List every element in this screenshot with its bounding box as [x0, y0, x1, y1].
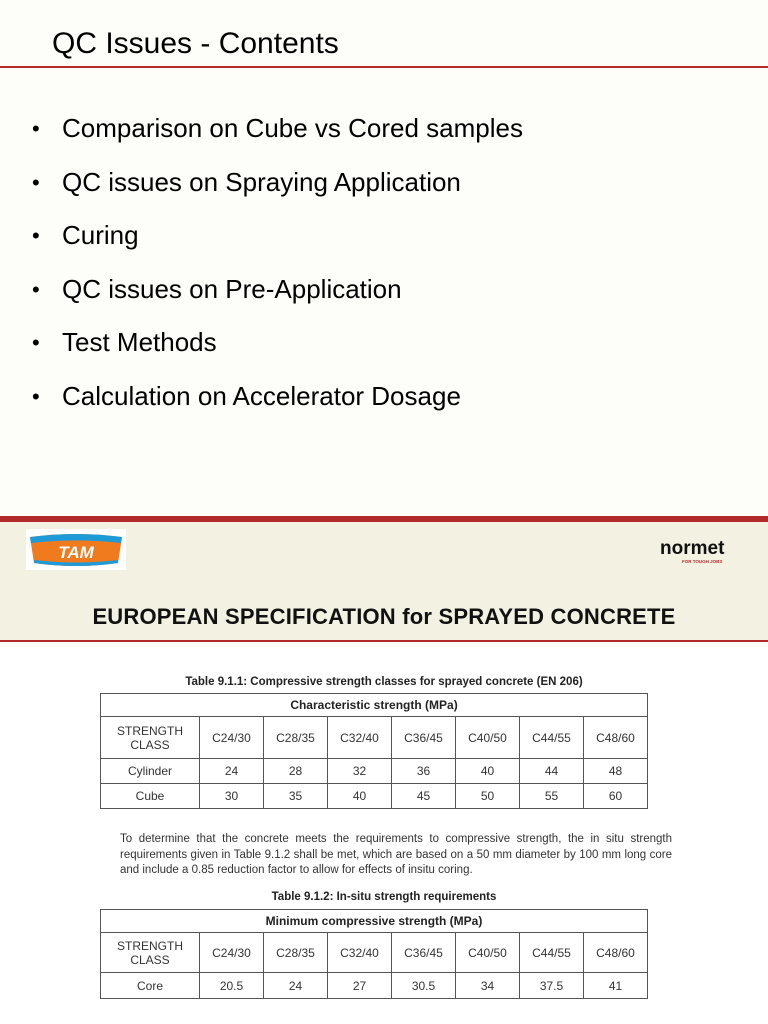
- list-item: • Calculation on Accelerator Dosage: [32, 370, 523, 424]
- svg-text:FOR TOUGH JOBS: FOR TOUGH JOBS: [682, 559, 723, 564]
- value-cell: 40: [328, 784, 392, 809]
- table-header: Minimum compressive strength (MPa): [101, 910, 648, 933]
- value-cell: 41: [584, 973, 648, 999]
- class-cell: C44/55: [520, 933, 584, 973]
- spec-title: EUROPEAN SPECIFICATION for SPRAYED CONCRETE: [92, 604, 676, 629]
- value-cell: 40: [456, 759, 520, 784]
- class-cell: C36/45: [392, 717, 456, 759]
- value-cell: 60: [584, 784, 648, 809]
- requirements-paragraph: To determine that the concrete meets the requirements to compressive strength, the in situ strength requirements given in Table 9.1.2 shall be met, which are based on a 50 mm diameter by 100 mm long core and include a 0.85 reduction factor to allow for effects of insitu coring.: [120, 833, 672, 876]
- value-cell: 20.5: [200, 973, 264, 999]
- class-cell: C32/40: [328, 933, 392, 973]
- value-cell: 28: [264, 759, 328, 784]
- value-cell: 37.5: [520, 973, 584, 999]
- table2-caption: Table 9.1.2: In-situ strength requirements: [271, 891, 497, 903]
- class-cell: C32/40: [328, 717, 392, 759]
- bullet-icon: •: [32, 169, 40, 195]
- spec-slide-header: [0, 522, 768, 640]
- bullet-icon: •: [32, 223, 40, 249]
- list-item: • Comparison on Cube vs Cored samples: [32, 102, 523, 156]
- svg-text:TAM: TAM: [58, 543, 94, 562]
- class-cell: C48/60: [584, 933, 648, 973]
- value-cell: 24: [200, 759, 264, 784]
- table-row: [101, 933, 648, 973]
- class-cell: C28/35: [264, 717, 328, 759]
- class-cell: C44/55: [520, 717, 584, 759]
- tam-logo: [26, 529, 126, 570]
- value-cell: 45: [392, 784, 456, 809]
- insitu-strength-table: [100, 909, 648, 999]
- normet-logo: [658, 536, 748, 566]
- class-cell: C24/30: [200, 717, 264, 759]
- contents-list: [32, 102, 523, 424]
- class-cell: C24/30: [200, 933, 264, 973]
- table-row: [101, 717, 648, 759]
- bullet-icon: •: [32, 330, 40, 356]
- class-cell: C48/60: [584, 717, 648, 759]
- slide-title: QC Issues - Contents: [52, 27, 339, 60]
- value-cell: 32: [328, 759, 392, 784]
- table-header: Characteristic strength (MPa): [101, 694, 648, 717]
- bullet-icon: •: [32, 116, 40, 141]
- strength-classes-table: [100, 693, 648, 809]
- row-label: Cylinder: [101, 759, 200, 784]
- value-cell: 48: [584, 759, 648, 784]
- spec-document: [0, 642, 768, 1024]
- class-cell: C28/35: [264, 933, 328, 973]
- class-cell: C40/50: [456, 933, 520, 973]
- row-label: Core: [101, 973, 200, 999]
- svg-text:normet: normet: [660, 538, 725, 559]
- table-row: [101, 784, 648, 809]
- value-cell: 36: [392, 759, 456, 784]
- bullet-icon: •: [32, 383, 40, 409]
- value-cell: 35: [264, 784, 328, 809]
- list-item: • QC issues on Pre-Application: [32, 263, 523, 317]
- value-cell: 27: [328, 973, 392, 999]
- value-cell: 30.5: [392, 973, 456, 999]
- row-label: Cube: [101, 784, 200, 809]
- list-item: • Test Methods: [32, 316, 523, 370]
- value-cell: 50: [456, 784, 520, 809]
- class-cell: C40/50: [456, 717, 520, 759]
- row-label: STRENGTH CLASS: [101, 717, 200, 759]
- list-item: • QC issues on Spraying Application: [32, 156, 523, 210]
- bullet-icon: •: [32, 276, 40, 302]
- value-cell: 55: [520, 784, 584, 809]
- row-label: STRENGTH CLASS: [101, 933, 200, 973]
- value-cell: 30: [200, 784, 264, 809]
- value-cell: 24: [264, 973, 328, 999]
- table-row: [101, 973, 648, 999]
- value-cell: 34: [456, 973, 520, 999]
- table1-caption: Table 9.1.1: Compressive strength classes for sprayed concrete (EN 206): [185, 676, 583, 688]
- title-underline: [0, 66, 768, 68]
- table-row: [101, 759, 648, 784]
- list-item: • Curing: [32, 209, 523, 263]
- value-cell: 44: [520, 759, 584, 784]
- class-cell: C36/45: [392, 933, 456, 973]
